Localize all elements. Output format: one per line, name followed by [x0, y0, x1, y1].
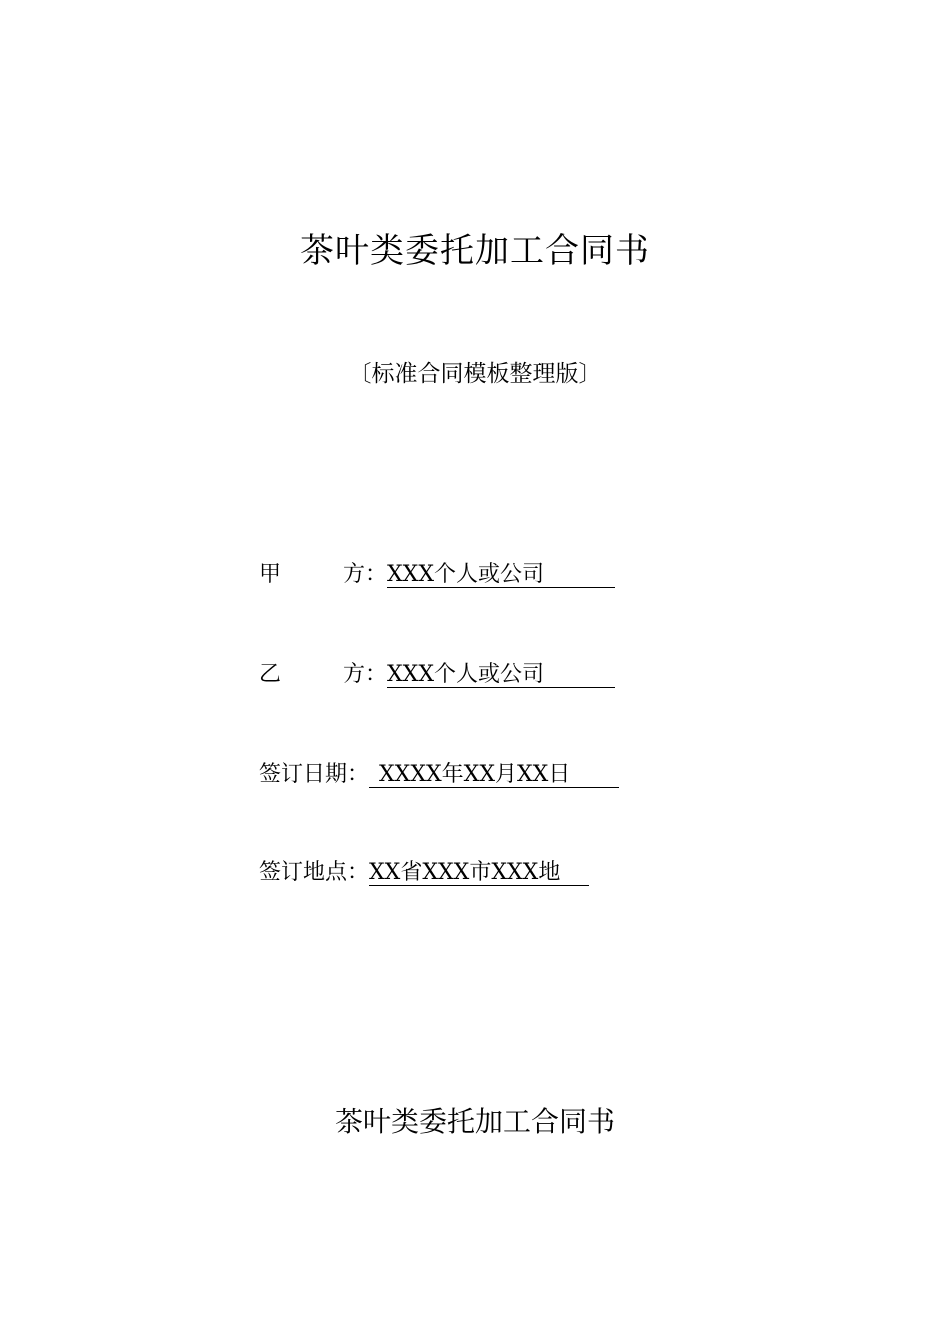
signing-date-field	[259, 760, 619, 790]
party-b-field	[259, 660, 615, 690]
party-b-label-suffix: 方：	[342, 662, 387, 687]
document-subtitle: 〔标准合同模板整理版〕	[348, 361, 602, 387]
party-b-value: XXX个人或公司	[387, 663, 615, 688]
footer-title: 茶叶类委托加工合同书	[334, 1105, 615, 1138]
signing-date-value: XXXX年XX月XX日	[369, 763, 619, 788]
party-a-label-suffix: 方：	[342, 562, 387, 587]
party-a-label	[259, 560, 387, 590]
party-a-label-char: 甲	[259, 562, 282, 587]
signing-place-field	[259, 858, 589, 888]
signing-place-value: XX省XXX市XXX地	[369, 861, 589, 886]
party-b-label-char: 乙	[259, 662, 282, 687]
party-a-value: XXX个人或公司	[387, 563, 615, 588]
party-b-label	[259, 660, 387, 690]
signing-date-label: 签订日期：	[259, 762, 370, 787]
signing-place-label: 签订地点：	[259, 860, 370, 885]
document-title: 茶叶类委托加工合同书	[300, 231, 650, 271]
party-a-field	[259, 560, 615, 590]
